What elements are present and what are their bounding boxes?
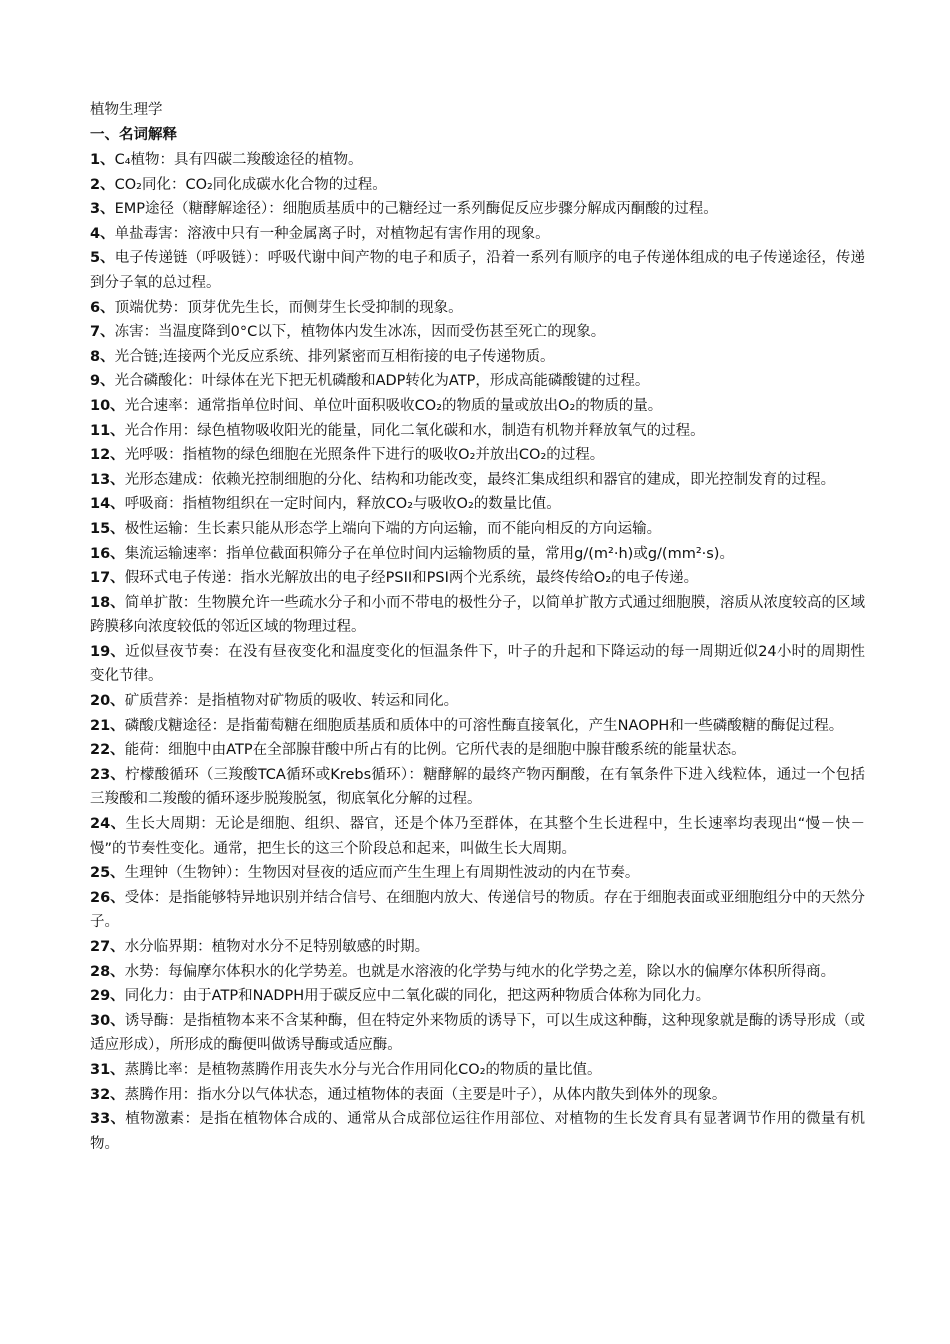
definition-entry: 20、矿质营养：是指植物对矿物质的吸收、转运和同化。 [90,693,459,710]
entry-number: 25、 [90,865,125,882]
definition-list [90,148,865,1156]
entry-number: 12、 [90,447,125,464]
definition-entry: 3、EMP途径（糖酵解途径）：细胞质基质中的己糖经过一系列酶促反应步骤分解成丙酮酸的过程。 [90,201,718,218]
definition-entry: 16、集流运输速率：指单位截面积筛分子在单位时间内运输物质的量，常用g/(m²·h)或g/(mm²·s)。 [90,545,734,562]
definition-entry: 5、电子传递链（呼吸链）：呼吸代谢中间产物的电子和质子，沿着一系列有顺序的电子传递体组成的电子传递途径，传递到分子氧的总过程。 [90,250,865,291]
definition-entry: 33、植物激素：是指在植物体合成的、通常从合成部位运往作用部位、对植物的生长发育具有显著调节作用的微量有机物。 [90,1111,865,1152]
definition-entry: 32、蒸腾作用：指水分以气体状态，通过植物体的表面（主要是叶子），从体内散失到体外的现象。 [90,1086,727,1103]
entry-number: 4、 [90,225,115,242]
entry-number: 29、 [90,988,125,1005]
definition-entry: 8、光合链;连接两个光反应系统、排列紧密而互相衔接的电子传递物质。 [90,348,555,365]
entry-number: 8、 [90,348,115,365]
entry-number: 5、 [90,250,115,267]
definition-entry: 15、极性运输：生长素只能从形态学上端向下端的方向运输，而不能向相反的方向运输。 [90,520,662,537]
definition-entry: 1、C₄植物：具有四碳二羧酸途径的植物。 [90,152,363,168]
definition-entry: 17、假环式电子传递：指水光解放出的电子经PSII和PSI两个光系统，最终传给O₂的电子传递。 [90,570,699,587]
definition-entry: 25、生理钟（生物钟）：生物因对昼夜的适应而产生生理上有周期性波动的内在节奏。 [90,865,640,882]
entry-number: 13、 [90,471,125,488]
entry-number: 27、 [90,939,125,955]
entry-number: 23、 [90,766,126,783]
definition-entry: 7、冻害：当温度降到0°C以下，植物体内发生冰冻，因而受伤甚至死亡的现象。 [90,324,606,341]
entry-number: 26、 [90,889,125,906]
entry-number: 21、 [90,717,125,734]
definition-entry: 28、水势：每偏摩尔体积水的化学势差。也就是水溶液的化学势与纯水的化学势之差，除以水的偏摩尔体积所得商。 [90,963,836,980]
definition-entry: 10、光合速率：通常指单位时间、单位叶面积吸收CO₂的物质的量或放出O₂的物质的量。 [90,397,663,414]
definition-entry: 30、诱导酶：是指植物本来不含某种酶，但在特定外来物质的诱导下，可以生成这种酶，这种现象就是酶的诱导形成（或适应形成），所形成的酶便叫做诱导酶或适应酶。 [90,1012,865,1054]
entry-number: 6、 [90,299,115,316]
definition-entry: 22、能荷：细胞中由ATP在全部腺苷酸中所占有的比例。它所代表的是细胞中腺苷酸系统的能量状态。 [90,742,746,759]
entry-number: 24、 [90,816,126,833]
entry-number: 10、 [90,397,125,414]
entry-number: 11、 [90,422,125,439]
definition-entry: 19、近似昼夜节奏：在没有昼夜变化和温度变化的恒温条件下，叶子的升起和下降运动的每一周期近似24小时的周期性变化节律。 [90,643,865,685]
document-title: 植物生理学 [90,102,163,118]
definition-entry: 9、光合磷酸化：叶绿体在光下把无机磷酸和ADP转化为ATP，形成高能磷酸键的过程。 [90,373,650,390]
entry-number: 31、 [90,1061,125,1078]
definition-entry: 23、柠檬酸循环（三羧酸TCA循环或Krebs循环）：糖酵解的最终产物丙酮酸，在有氧条件下进入线粒体，通过一个包括三羧酸和二羧酸的循环逐步脱羧脱氢，彻底氧化分解的过程。 [90,766,865,808]
definition-entry: 2、CO₂同化：CO₂同化成碳水化合物的过程。 [90,176,387,193]
definition-entry: 24、生长大周期：无论是细胞、组织、器官，还是个体乃至群体，在其整个生长进程中，生长速率均表现出“慢－快－慢”的节奏性变化。通常，把生长的这三个阶段总和起来，叫做生长大周期。 [90,816,865,857]
definition-entry: 18、简单扩散：生物膜允许一些疏水分子和小而不带电的极性分子，以简单扩散方式通过细胞膜，溶质从浓度较高的区域跨膜移向浓度较低的邻近区域的物理过程。 [90,594,865,636]
entry-number: 20、 [90,693,125,710]
entry-number: 9、 [90,373,115,390]
entry-number: 32、 [90,1086,125,1103]
definition-entry: 4、单盐毒害：溶液中只有一种金属离子时，对植物起有害作用的现象。 [90,225,550,242]
entry-number: 28、 [90,963,125,980]
entry-number: 2、 [90,176,115,193]
entry-number: 30、 [90,1012,125,1029]
entry-number: 17、 [90,570,125,587]
definition-entry: 31、蒸腾比率：是植物蒸腾作用丧失水分与光合作用同化CO₂的物质的量比值。 [90,1061,602,1078]
definition-entry: 13、光形态建成：依赖光控制细胞的分化、结构和功能改变，最终汇集成组织和器官的建成，即光控制发育的过程。 [90,471,836,488]
definition-entry: 14、呼吸商：指植物组织在一定时间内，释放CO₂与吸收O₂的数量比值。 [90,496,561,513]
definition-entry: 29、同化力：由于ATP和NADPH用于碳反应中二氧化碳的同化，把这两种物质合体称为同化力。 [90,988,711,1005]
document-page [90,98,865,1156]
definition-entry: 12、光呼吸：指植物的绿色细胞在光照条件下进行的吸收O₂并放出CO₂的过程。 [90,447,605,464]
entry-number: 16、 [90,545,125,562]
entry-number: 15、 [90,520,125,537]
definition-entry: 26、受体：是指能够特异地识别并结合信号、在细胞内放大、传递信号的物质。存在于细胞表面或亚细胞组分中的天然分子。 [90,889,865,931]
entry-number: 33、 [90,1111,126,1128]
entry-number: 1、 [90,152,115,168]
entry-number: 18、 [90,594,125,611]
definition-entry: 21、磷酸戊糖途径：是指葡萄糖在细胞质基质和质体中的可溶性酶直接氧化，产生NAOPH和一些磷酸糖的酶促过程。 [90,717,844,734]
definition-entry: 6、顶端优势：顶芽优先生长，而侧芽生长受抑制的现象。 [90,299,463,316]
definition-entry: 11、光合作用：绿色植物吸收阳光的能量，同化二氧化碳和水，制造有机物并释放氧气的过程。 [90,422,705,439]
entry-number: 3、 [90,201,115,218]
entry-number: 19、 [90,643,126,660]
section-heading: 一、名词解释 [90,127,177,143]
entry-number: 14、 [90,496,125,513]
entry-number: 7、 [90,324,115,341]
definition-entry: 27、水分临界期：植物对水分不足特别敏感的时期。 [90,939,430,955]
entry-number: 22、 [90,742,125,759]
